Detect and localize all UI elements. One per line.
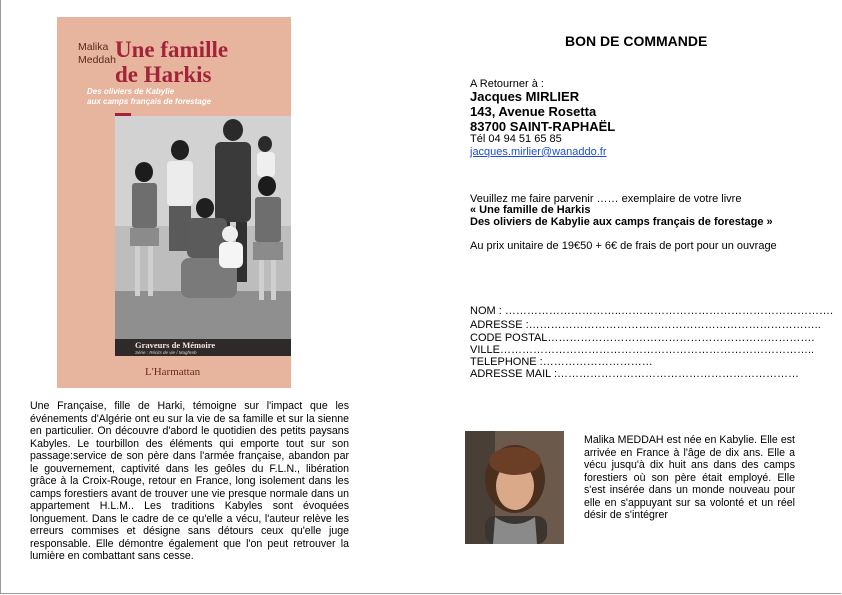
return-label: A Retourner à :: [470, 78, 544, 90]
family-photo-illustration: [115, 116, 291, 339]
cover-title: [115, 37, 228, 87]
recipient-email-link[interactable]: jacques.mirlier@wanaddo.fr: [470, 146, 607, 158]
field-adresse[interactable]: ADRESSE :……………………………………………………………………..: [470, 319, 821, 331]
family-photo: [115, 116, 291, 339]
cover-author-last: Meddah: [78, 54, 116, 66]
recipient-city: 83700 SAINT-RAPHAËL: [470, 119, 616, 134]
author-photo: [465, 431, 564, 544]
order-heading: BON DE COMMANDE: [565, 33, 708, 49]
order-price: Au prix unitaire de 19€50 + 6€ de frais de port pour un ouvrage: [470, 240, 777, 252]
recipient-name: Jacques MIRLIER: [470, 89, 580, 104]
author-bio: Malika MEDDAH est née en Kabylie. Elle est arrivée en France à l'âge de dix ans. Elle a vécu jusqu'à dix huit ans dans des camps forestiers où son père était employé. Elle s'est insérée dans un monde nouveau pour elle en s'appuyant sur sa volonté et un réel désir de s'intégrer: [584, 434, 795, 521]
field-adresse-mail[interactable]: ADRESSE MAIL :…………………………………………………………: [470, 368, 800, 380]
order-request: Veuillez me faire parvenir …… exemplaire de votre livre: [470, 193, 742, 205]
field-nom[interactable]: NOM : …………………………..………………………………………………….: [470, 305, 833, 317]
field-code-postal[interactable]: CODE POSTAL……………………………………………………………….: [470, 332, 815, 344]
cover-subtitle-line2: aux camps français de forestage: [87, 97, 212, 106]
cover-subtitle: [87, 87, 211, 107]
field-ville[interactable]: VILLE…………………………………………………………………………..: [470, 344, 815, 356]
recipient-phone: Tél 04 94 51 65 85: [470, 133, 562, 145]
cover-series: Série : Récits de vie / Maghreb: [135, 350, 197, 355]
order-book-title-2: Des oliviers de Kabylie aux camps français de forestage »: [470, 216, 773, 228]
cover-subtitle-line1: Des oliviers de Kabylie: [87, 87, 175, 96]
order-book-title-1: « Une famille de Harkis: [470, 204, 591, 216]
cover-author-first: Malika: [78, 41, 109, 53]
cover-publisher: L'Harmattan: [145, 366, 201, 378]
cover-title-line1: Une famille: [115, 37, 229, 62]
book-description: Une Française, fille de Harki, témoigne sur l'impact que les événements d'Algérie ont eu sur la vie de sa famille et sur la sienne en particulier. On découvre d'abord le quotidien des petits paysans Kabyles. Le tourbillon des éléments qui emporte tout sur son passage:service de son père dans l'armée française, abandon par le gouvernement, captivité dans les geôles du F.L.N., libération grâce à la Croix-Rouge, retour en France, long isolement dans les camps forestiers avant de trouver une vie presque normale dans un appartement H.L.M.. Les traditions Kabyles sont évoquées longuement. Dans le cadre de ce qu'elle a vécu, l'auteur relève les erreurs commises et désigne sans détours ceux qu'elle juge responsable. Elle démontre également que l'on peut retrouver la lumière en combattant sans cesse.: [30, 400, 349, 562]
author-portrait-illustration: [465, 431, 564, 544]
cover-collection: Graveurs de Mémoire: [135, 340, 216, 350]
cover-author: [78, 41, 116, 67]
cover-title-line2: de Harkis: [115, 62, 212, 87]
field-telephone[interactable]: TELEPHONE :…………………………: [470, 356, 653, 368]
book-cover: [57, 17, 291, 388]
recipient-address: 143, Avenue Rosetta: [470, 104, 597, 119]
